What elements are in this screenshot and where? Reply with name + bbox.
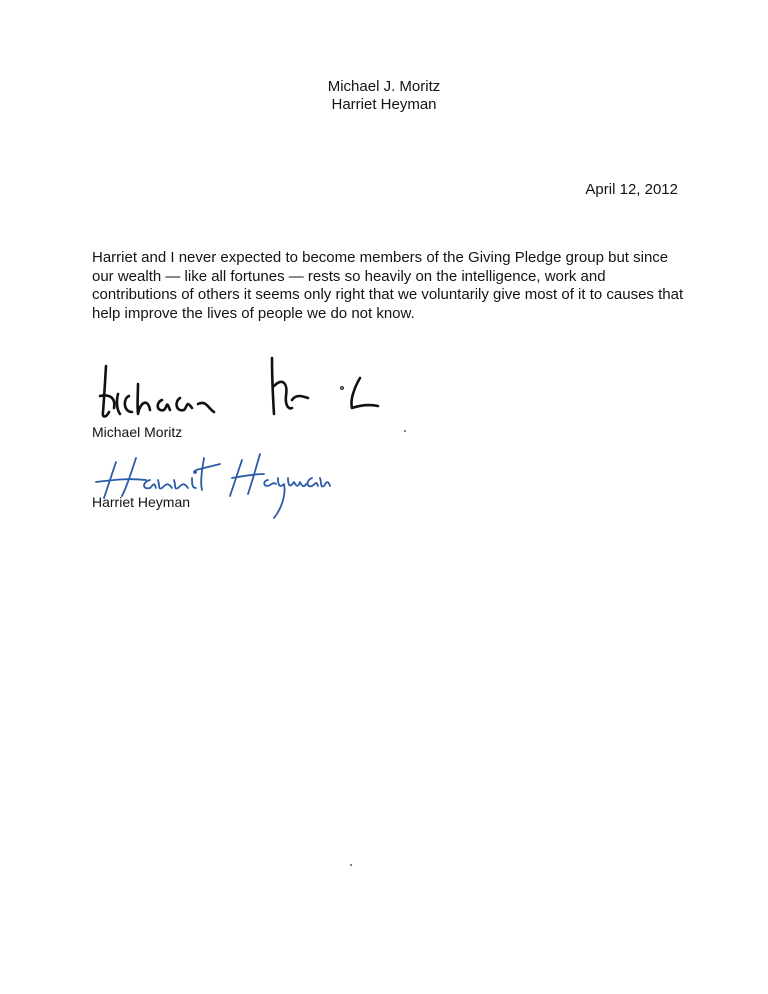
paper-speck bbox=[350, 864, 352, 866]
letterhead-name-1: Michael J. Moritz bbox=[327, 78, 441, 95]
letter-body: Harriet and I never expected to become members of the Giving Pledge group but since our wealth — like all fortunes — rests so heavily on the intelligence, work and contributions of others it seems only right that we voluntarily give most of it to causes that help improve the lives of people we do not know. bbox=[92, 249, 684, 322]
letterhead-name-2: Harriet Heyman bbox=[331, 96, 437, 113]
letter-date: April 12, 2012 bbox=[585, 181, 678, 198]
paper-speck bbox=[404, 430, 406, 432]
signatory-name-1: Michael Moritz bbox=[92, 424, 183, 440]
signature-michael-moritz bbox=[96, 348, 386, 426]
signatory-name-2: Harriet Heyman bbox=[92, 494, 191, 510]
letterhead bbox=[0, 78, 768, 114]
